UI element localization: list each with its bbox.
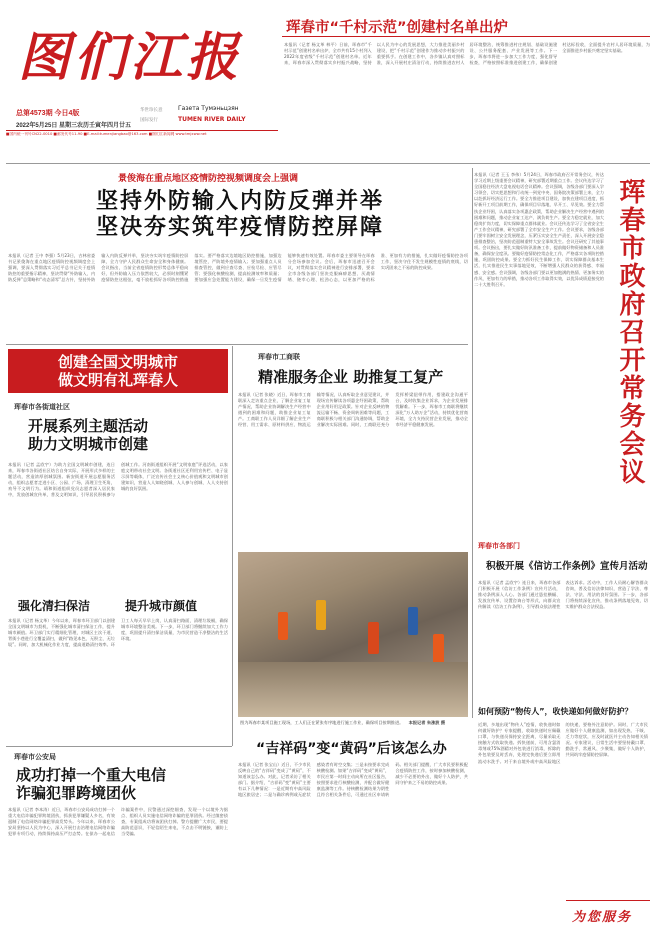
lead-kicker: 景俊海在重点地区疫情防控视频调度会上强调 bbox=[118, 174, 299, 184]
civilization-line-1: 创建全国文明城市 bbox=[57, 353, 178, 371]
worker-figure bbox=[433, 634, 444, 664]
ma-headline: “吉祥码”变“黄码”后该怎么办 bbox=[256, 741, 447, 757]
top-story-headline: 珲春市“千村示范”创建村名单出炉 bbox=[286, 20, 509, 36]
left-col-rule bbox=[232, 346, 233, 746]
police-headline-2: 诈骗犯罪跨境团伙 bbox=[16, 784, 137, 802]
right-col-rule bbox=[472, 168, 473, 718]
police-kicker: 珲春市公安局 bbox=[14, 753, 56, 761]
street-headline-1: 开展系列主题活动 bbox=[28, 417, 149, 435]
ad-box bbox=[566, 900, 650, 926]
top-story-underline bbox=[282, 36, 650, 37]
lead-body: 本报讯（记者 王中 李强）5月23日，吉林省委书记景俊海在重点地区疫情防控视频调度会上强调，要深入贯彻落实习近平总书记关于疫情防控的重要指示精神，坚决贯彻“外防输入、内防反弹”总策略和“动态清零”总方针，坚持外防输入内防反弹并举，坚决夯实筑牢疫情防控屏障，全力守护人民群众生命安全和身体健康。会议指出，当前全省疫情防控形势总体平稳向好，但外防输入压力依然较大，必须时刻绷紧疫情防控这根弦，毫不放松抓好各项防控措施落实。要严格落实边境地区防控措施，加强边境管控，严防境外疫情输入；要加强重点人员排查管控，做到应查尽查、应检尽检、应管尽管；要强化核酸检测，提高检测效率和质量；要加强应急处置能力建设，确保一旦发生疫情能够快速有效处置。珲春市委主要领导在珲春分会场参加会议。会后，珲春市迅速召开会议，对贯彻落实会议精神进行安排部署，要求全市各级各部门坚决克服麻痹思想、厌战情绪、侥幸心理、松劲心态，以更加严格的标准、更加有力的措施，扎实做好疫情防控各项工作，坚决守住不发生规模性疫情的底线，切实巩固来之不易的防控成果。 bbox=[8, 253, 468, 283]
photo-caption bbox=[240, 720, 468, 726]
worker-figure bbox=[408, 607, 418, 635]
police-headline-1: 成功打掉一个重大电信 bbox=[16, 766, 167, 784]
construction-photo bbox=[238, 552, 468, 717]
depts-headline: 积极开展《信访工作条例》宣传月活动 bbox=[486, 561, 648, 572]
name-en: TUMEN RIVER DAILY bbox=[178, 116, 246, 123]
photo-caption-text: 图为珲春市某项目施工现场，工人们正在紧张有序地进行施工作业，确保项目按期推进。 bbox=[240, 720, 404, 725]
worker-figure bbox=[316, 600, 326, 630]
worker-figure bbox=[278, 612, 288, 640]
newspaper-logo: 图们江报 bbox=[18, 27, 243, 88]
gov-meeting-headline: 珲春市政府召开常务会议 bbox=[615, 178, 645, 486]
photo-credit: 本报记者 朱涨波 摄 bbox=[408, 720, 446, 725]
date-line: 2022年5月25日 星期三农历壬寅年四月廿五 bbox=[16, 123, 132, 129]
codes-line: ■国内统一刊号CN22-0010 ■邮发代号11-90 ■E-mail:tumenjiangbao@163.com ■图们江新闻网 www.tmjxww.net bbox=[6, 132, 207, 136]
photo-ground bbox=[238, 662, 468, 717]
depts-body: 本报讯（记者 孟欣宇）连日来，珲春市各部门积极开展《信访工作条例》宣传月活动，推动条例深入人心。各部门通过悬挂横幅、发放宣传单、设置咨询台等形式，向群众宣传解读《信访工作条例》，引导群众依法理性表达诉求。活动中，工作人员耐心解答群众咨询，普及信访法律知识，营造了学法、尊法、守法、用法的良好氛围。下一步，各部门将持续深化宣传，推动条例落地见效，切实维护群众合法权益。 bbox=[478, 580, 648, 610]
masthead-bottom-rule bbox=[6, 163, 650, 164]
city-body: 本报讯（记者 杨文革）今年以来，珲春市环卫部门以创建全国文明城市为契机，不断强化城市清扫保洁工作，提升城市颜值。环卫部门实行精细化管理，对城区主次干道、背街小巷进行全覆盖清扫，做到“路见本色、无积尘、无垃圾”。同时，加大机械化作业力度，提高道路清扫效率。环卫工人每天早早上岗，认真清扫路面，清理垃圾桶，确保城市环境整洁美观。下一步，环卫部门将继续加大工作力度，巩固提升清扫保洁质量，为市民营造干净整洁的生活环境。 bbox=[8, 618, 228, 648]
subtitle: 国际发行 bbox=[140, 118, 158, 123]
publisher: 华世珍长意 bbox=[140, 108, 163, 113]
city-subhead-left: 强化清扫保洁 bbox=[18, 599, 91, 613]
street-body: 本报讯（记者 孟欣宇）为助力全国文明城市创建，连日来，珲春市各街道社区结合自身实际，开展形式多样的主题活动，营造浓厚创城氛围。新安街道开展志愿服务活动，组织志愿者走进小区、公园、广场，清理卫生死角，劝导不文明行为。靖和街道组织党员志愿者深入居民家中，发放创城宣传单，普及文明知识，引导居民积极参与创城工作。河南街道组织开展“文明家庭”评选活动，以家庭文明带动社会文明。各街道社区还利用宣传栏、电子显示屏等载体，广泛宣传社会主义核心价值观和文明城市创建知识，营造人人知晓创城、人人参与创城、人人支持创城的良好氛围。 bbox=[8, 462, 228, 498]
street-headline-2: 助力文明城市创建 bbox=[28, 435, 149, 453]
issue-number: 总第4573期 今日4版 bbox=[16, 110, 80, 117]
street-kicker: 珲春市各街道社区 bbox=[14, 403, 70, 411]
business-body: 本报讯（记者 张晓）近日，珲春市工商联深入走访重点企业，了解企业复工复产情况，帮助企业协调解决生产经营中遇到的困难和问题，助推企业复工复产。工商联工作人员详细了解企业生产经营、用工需求、原材料供应、物流运输等情况，认真听取企业意见建议，并现场宣传解读各项惠企纾困政策，帮助企业用好用足政策。针对企业反映的物流运输不畅、资金周转困难等问题，工商联积极与相关部门沟通协调，帮助企业解决实际困难。同时，工商联还充分发挥桥梁纽带作用，搭建政企沟通平台，及时收集企业诉求，为企业发展排忧解难。下一步，珲春市工商联将继续深化“万人助万企”活动，持续优化营商环境，全力支持民营企业发展，推动全市经济平稳健康发展。 bbox=[238, 392, 468, 428]
business-kicker: 珲春市工商联 bbox=[258, 353, 300, 361]
lead-bottom-rule bbox=[6, 344, 468, 345]
civilization-banner bbox=[8, 349, 228, 393]
worker-figure bbox=[368, 622, 379, 654]
top-story-body: 本报讯（记者 杨文革 林平）日前，珲春市“千村示范”创建村名单出炉，全市共有15个村列入2022年度省级“千村示范”创建村名单。近年来，珲春市深入贯彻落实乡村振兴战略，坚持以人民为中心的发展思想，大力推进美丽乡村建设，把“千村示范”创建作为推动乡村振兴的重要抓手。在创建工作中，各乡镇认真对照标准，深入开展村庄清洁行动，持续推进农村人居环境整治，统筹推进村庄规划、基础设施建设、公共服务配套、产业发展等工作。下一步，珲春市将进一步加大工作力度，强化督导检查，严格按照标准推进创建工作，确保创建村达标验收，全面提升农村人居环境质量，为全面推进乡村振兴奠定坚实基础。 bbox=[284, 42, 650, 66]
disease-body: 近期，多地出现“物传人”疫情，收快递时如何做好防护？专家提醒，收取快递时应佩戴口罩，与快递员保持安全距离，尽量采取无接触方式收取快递。拆快递前，可用含氯消毒剂或75%酒精对外包装进行消毒，拆除的外包装要及时丢弃，处理完快递后要立即用流动水洗手。对于来自境外或中高风险地区的快递，要格外注意防护。同时，广大市民应做好个人健康监测，如出现发热、干咳、乏力等症状，应及时就医并主动告知相关情况。专家建议，日常生活中要坚持戴口罩、勤洗手、常通风、少聚集，做好个人防护，共同筑牢疫情防控屏障。 bbox=[478, 722, 648, 764]
ma-body: 本报讯（记者 张宝山）近日，不少市民反映自己的“吉祥码”变成了“黄码”，不知道该怎么办。对此，记者采访了相关部门。据介绍，“吉祥码”变“黄码”主要有以下几种情况：一是近期有中高风险地区旅居史；二是与确诊病例或无症状感染者有时空交集；三是未按要求完成核酸检测。如果“吉祥码”变成“黄码”，市民应第一时间主动向所在社区报告，按照要求进行核酸检测，并配合做好健康监测等工作。待核酸检测结果为阴性且符合相关条件后，可通过社区申请转码。相关部门提醒，广大市民要积极配合疫情防控工作，按时参加核酸检测，减少不必要的外出，做好个人防护，共同守护来之不易的防控成果。 bbox=[238, 762, 468, 798]
ad-text: 为您服务 bbox=[572, 910, 633, 925]
police-top-rule bbox=[6, 746, 232, 747]
lead-headline-2: 坚决夯实筑牢疫情防控屏障 bbox=[96, 215, 385, 240]
police-body: 本报讯（记者 李本涛）近日，珲春市公安局成功打掉一个重大电信诈骗犯罪跨境团伙，抓获犯罪嫌疑人多名，有效遏制了电信网络诈骗犯罪高发势头。今年以来，珲春市公安局坚持以人民为中心，深入开展打击治理电信网络诈骗犯罪专项行动，持续保持高压严打态势。在侦办一起电信诈骗案件中，民警通过深挖细查，发现一个以境外为据点、组织人员实施电信网络诈骗的犯罪团伙。经过缜密侦查，专案组成功将该团伙打掉。警方提醒广大市民，要提高防范意识，不轻信陌生来电，不点击不明链接，谨防上当受骗。 bbox=[8, 807, 228, 837]
business-headline: 精准服务企业 助推复工复产 bbox=[258, 368, 444, 386]
civilization-line-2: 做文明有礼珲春人 bbox=[57, 371, 178, 389]
lead-headline-1: 坚持外防输入内防反弹并举 bbox=[96, 189, 385, 214]
gov-meeting-body: 本报讯（记者 王玉 李伟）5月24日，珲春市政府召开常务会议，传达学习近期上级重要会议精神，研究部署近期重点工作。会议传达学习了全国稳住经济大盘电视电话会议精神。会议强调，各级各部门要深入学习领会，切实把思想和行动统一到党中央、国务院决策部署上来，全力以赴抓好经济运行工作。要全力推进项目建设，加快在建项目进度，抓好新开工项目前期工作，确保项目早落地、早开工、早见效。要全力帮扶企业纾困，认真落实各项惠企政策，帮助企业解决生产经营中遇到的困难和问题，推动企业复工达产、满负荷生产。要全力稳定就业，加大稳岗扩岗力度，切实保障重点群体就业。会议还传达学习了全省安全生产工作会议精神，研究部署了全市安全生产工作。会议要求，各级各部门要牢固树立安全发展理念，压紧压实安全生产责任，深入开展安全隐患排查整治，坚决防范遏制重特大安全事故发生。会议还研究了其他事项。会议指出，要扎实做好防汛准备工作，提前做好物资储备和人员准备，确保安全度汛。要做好疫情防控常态化工作，严格落实各项防控措施，巩固防控成果。要全力抓好民生保障工作，切实保障群众基本生活，扎实推进民生实事落地见效，不断增强人民群众的获得感、幸福感、安全感。会议强调，各级各部门要以更加饱满的热情、更加务实的作风、更加有力的举措，推动各项工作取得实效，以优异成绩迎接党的二十大胜利召开。 bbox=[474, 172, 604, 287]
city-subhead-right: 提升城市颜值 bbox=[125, 599, 198, 613]
disease-headline: 如何预防“物传人”，收快递如何做好防护？ bbox=[478, 707, 633, 716]
depts-kicker: 珲春市各部门 bbox=[478, 542, 520, 550]
name-latin: Газета Тумэньцзян bbox=[178, 105, 239, 112]
